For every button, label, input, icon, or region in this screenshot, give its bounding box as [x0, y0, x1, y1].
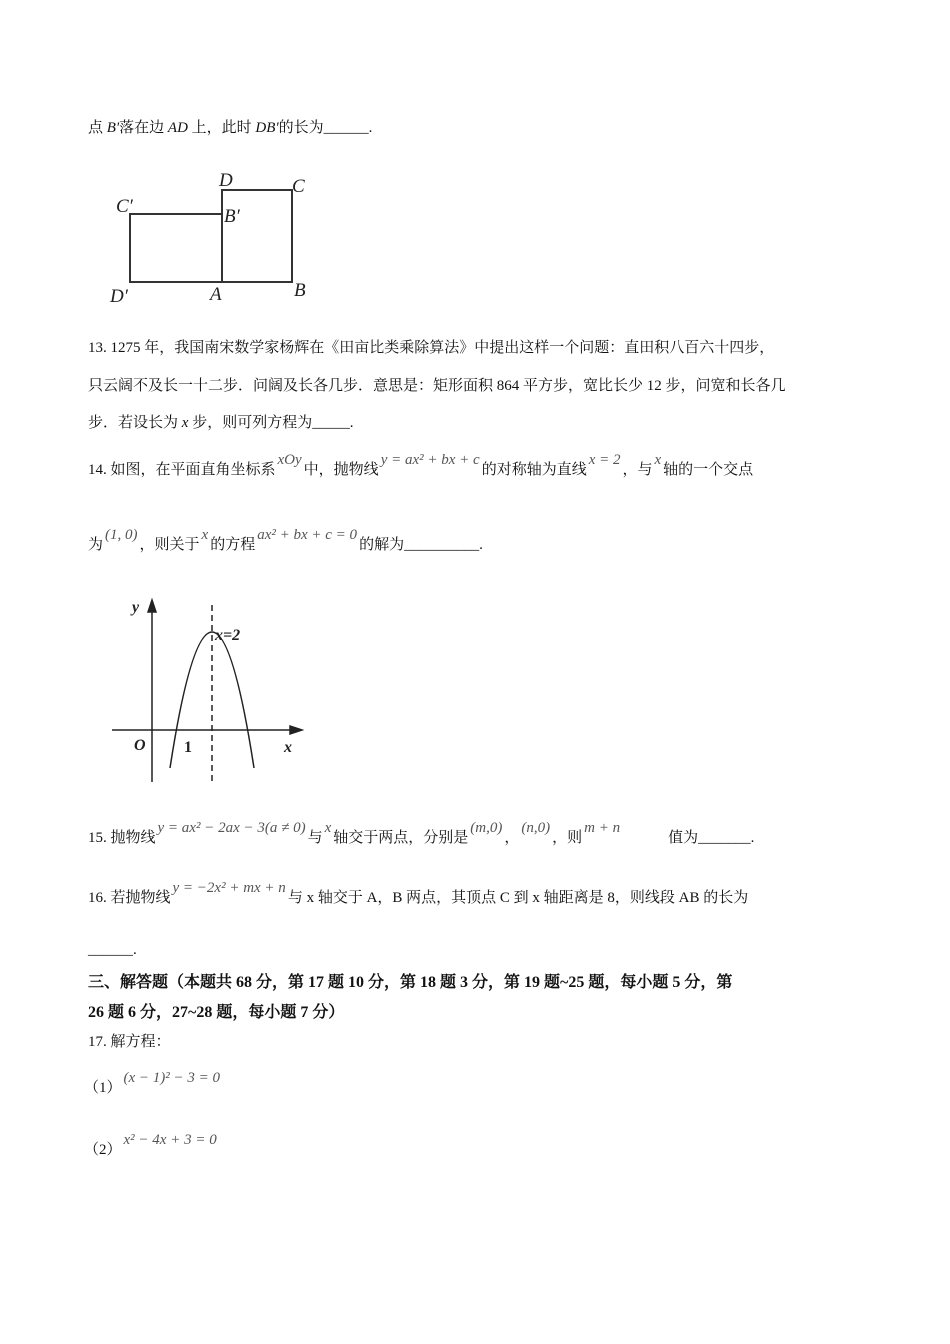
- text: 的方程: [210, 537, 256, 553]
- text: （1）: [84, 1080, 122, 1096]
- y-axis-arrow: [148, 600, 156, 612]
- label-A: A: [210, 284, 222, 305]
- section-heading-line2: 26 题 6 分，27~28 题，每小题 7 分）: [88, 1004, 345, 1021]
- y-label: y: [132, 599, 140, 616]
- square-rotation-figure: [0, 0, 950, 320]
- label-D-prime: D′: [110, 286, 128, 307]
- text: 步．若设长为: [88, 415, 182, 431]
- math: ax² + bx + c = 0: [257, 527, 358, 543]
- math: x² − 4x + 3 = 0: [123, 1132, 217, 1148]
- math: m + n: [584, 820, 621, 836]
- q17-part2: [84, 1132, 219, 1160]
- math: x: [324, 820, 332, 836]
- text: 14. 如图，在平面直角坐标系: [88, 462, 276, 478]
- axis-label: x=2: [215, 627, 241, 644]
- q17-title: 17. 解方程：: [88, 1034, 171, 1050]
- math: x = 2: [588, 452, 621, 468]
- label-B-prime: B′: [224, 206, 240, 227]
- text: （2）: [84, 1142, 122, 1158]
- q13-line2: 只云阔不及长一十二步．问阔及长各几步．意思是：矩形面积 864 平方步，宽比长少 12 步，问宽和长各几: [88, 378, 786, 394]
- q17-part1: [84, 1070, 222, 1098]
- label-C-prime: C′: [116, 196, 133, 217]
- q14-line1: [88, 452, 754, 480]
- q15-line: [88, 820, 755, 848]
- origin-label: O: [134, 737, 146, 754]
- q13-line1: 13. 1275 年，我国南宋数学家杨辉在《田亩比类乘除算法》中提出这样一个问题：直田积八百六十四步，: [88, 340, 775, 356]
- var: B': [106, 120, 120, 136]
- var: AD: [167, 120, 188, 136]
- text: 轴交于两点，分别是: [333, 830, 469, 846]
- math: y = ax² + bx + c: [380, 452, 480, 468]
- x-axis-arrow: [290, 726, 302, 734]
- label-C: C: [292, 176, 305, 197]
- q14-line2: [88, 527, 483, 555]
- text: 点: [88, 120, 107, 136]
- text: ，: [504, 830, 520, 846]
- text: 为: [88, 537, 104, 553]
- math: (1, 0): [105, 527, 138, 543]
- text: ，则: [552, 830, 583, 846]
- text: 的解为__________.: [359, 537, 483, 553]
- label-B: B: [294, 280, 306, 301]
- section-heading-line1: 三、解答题（本题共 68 分，第 17 题 10 分，第 18 题 3 分，第 19 题~25 题，每小题 5 分，第: [88, 974, 733, 991]
- var: DB': [255, 120, 279, 136]
- text: 步，则可列方程为_____.: [188, 415, 354, 431]
- math: x: [201, 527, 209, 543]
- var: x: [181, 415, 189, 431]
- math: x: [654, 452, 662, 468]
- text: 的长为______.: [278, 120, 373, 136]
- math: (m,0): [470, 820, 503, 836]
- tick-1-label: 1: [184, 739, 192, 756]
- label-D: D: [219, 170, 233, 191]
- rect-abcd: [222, 190, 292, 282]
- math: y = ax² − 2ax − 3(a ≠ 0): [157, 820, 306, 836]
- text: 上，此时: [187, 120, 256, 136]
- text: ，则关于: [139, 537, 200, 553]
- text: 与: [307, 830, 323, 846]
- text: 值为_______.: [668, 830, 755, 846]
- q16-blank: ______.: [88, 942, 137, 958]
- q16-line: [88, 880, 749, 908]
- math: (n,0): [521, 820, 551, 836]
- math: y = −2x² + mx + n: [172, 880, 286, 896]
- math: xOy: [277, 452, 302, 468]
- math: (x − 1)² − 3 = 0: [123, 1070, 221, 1086]
- text: ，与: [622, 462, 653, 478]
- rect-abcd-prime: [130, 214, 222, 282]
- text: 轴的一个交点: [663, 462, 754, 478]
- text: 16. 若抛物线: [88, 890, 171, 906]
- text: 落在边: [119, 120, 168, 136]
- text: 与 x 轴交于 A，B 两点，其顶点 C 到 x 轴距离是 8，则线段 AB 的长为: [287, 890, 749, 906]
- text: 中，抛物线: [303, 462, 379, 478]
- text: 15. 抛物线: [88, 830, 156, 846]
- q13-line3: [88, 413, 353, 433]
- text: 的对称轴为直线: [481, 462, 587, 478]
- parabola-figure: [0, 590, 950, 790]
- x-label: x: [284, 739, 292, 756]
